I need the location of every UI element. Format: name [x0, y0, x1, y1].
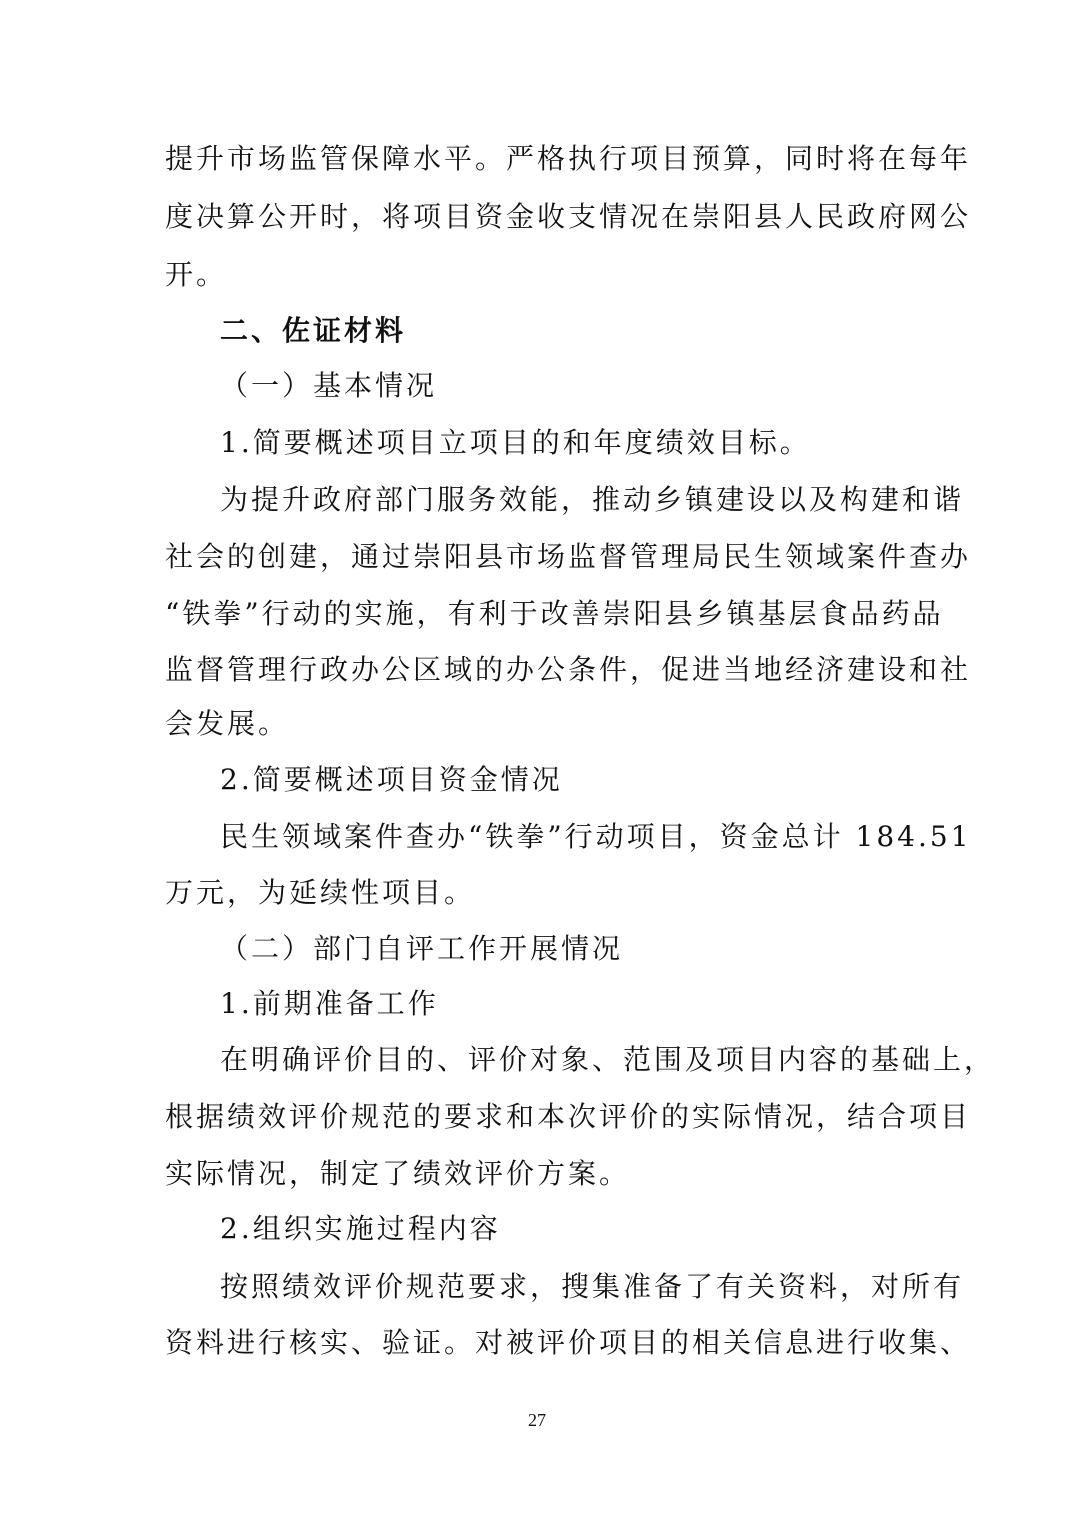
section-heading: 二、佐证材料	[220, 314, 407, 347]
paragraph-line: 万元，为延续性项目。	[165, 876, 476, 909]
paragraph-line: 社会的创建，通过崇阳县市场监督管理局民生领域案件查办	[165, 540, 972, 573]
subsection-heading: （一）基本情况	[220, 369, 438, 402]
item-heading: 1.简要概述项目立项目的和年度绩效目标。	[220, 426, 811, 459]
item-heading: 2.简要概述项目资金情况	[220, 763, 563, 796]
paragraph-line: 实际情况，制定了绩效评价方案。	[165, 1157, 631, 1190]
paragraph-line: 在明确评价目的、评价对象、范围及项目内容的基础上，	[220, 1043, 996, 1076]
paragraph-line: 按照绩效评价规范要求，搜集准备了有关资料，对所有	[220, 1270, 965, 1303]
paragraph-line: 度决算公开时，将项目资金收支情况在崇阳县人民政府网公	[165, 200, 972, 233]
paragraph-line: 监督管理行政办公区域的办公条件，促进当地经济建设和社	[165, 653, 972, 686]
paragraph-line: 根据绩效评价规范的要求和本次评价的实际情况，结合项目	[165, 1100, 972, 1133]
paragraph-line: 民生领域案件查办“铁拳”行动项目，资金总计 184.51	[220, 820, 972, 853]
item-heading: 1.前期准备工作	[220, 987, 439, 1020]
page-number: 27	[528, 1410, 546, 1430]
paragraph-line: 为提升政府部门服务效能，推动乡镇建设以及构建和谐	[220, 483, 965, 516]
subsection-heading: （二）部门自评工作开展情况	[220, 932, 624, 965]
paragraph-line: 会发展。	[165, 707, 290, 740]
paragraph-line: 提升市场监管保障水平。严格执行项目预算，同时将在每年	[165, 142, 972, 175]
paragraph-line: 资料进行核实、验证。对被评价项目的相关信息进行收集、	[165, 1326, 972, 1359]
item-heading: 2.组织实施过程内容	[220, 1212, 501, 1245]
paragraph-line: “铁拳”行动的实施，有利于改善崇阳县乡镇基层食品药品	[165, 597, 944, 630]
paragraph-line: 开。	[165, 258, 228, 291]
